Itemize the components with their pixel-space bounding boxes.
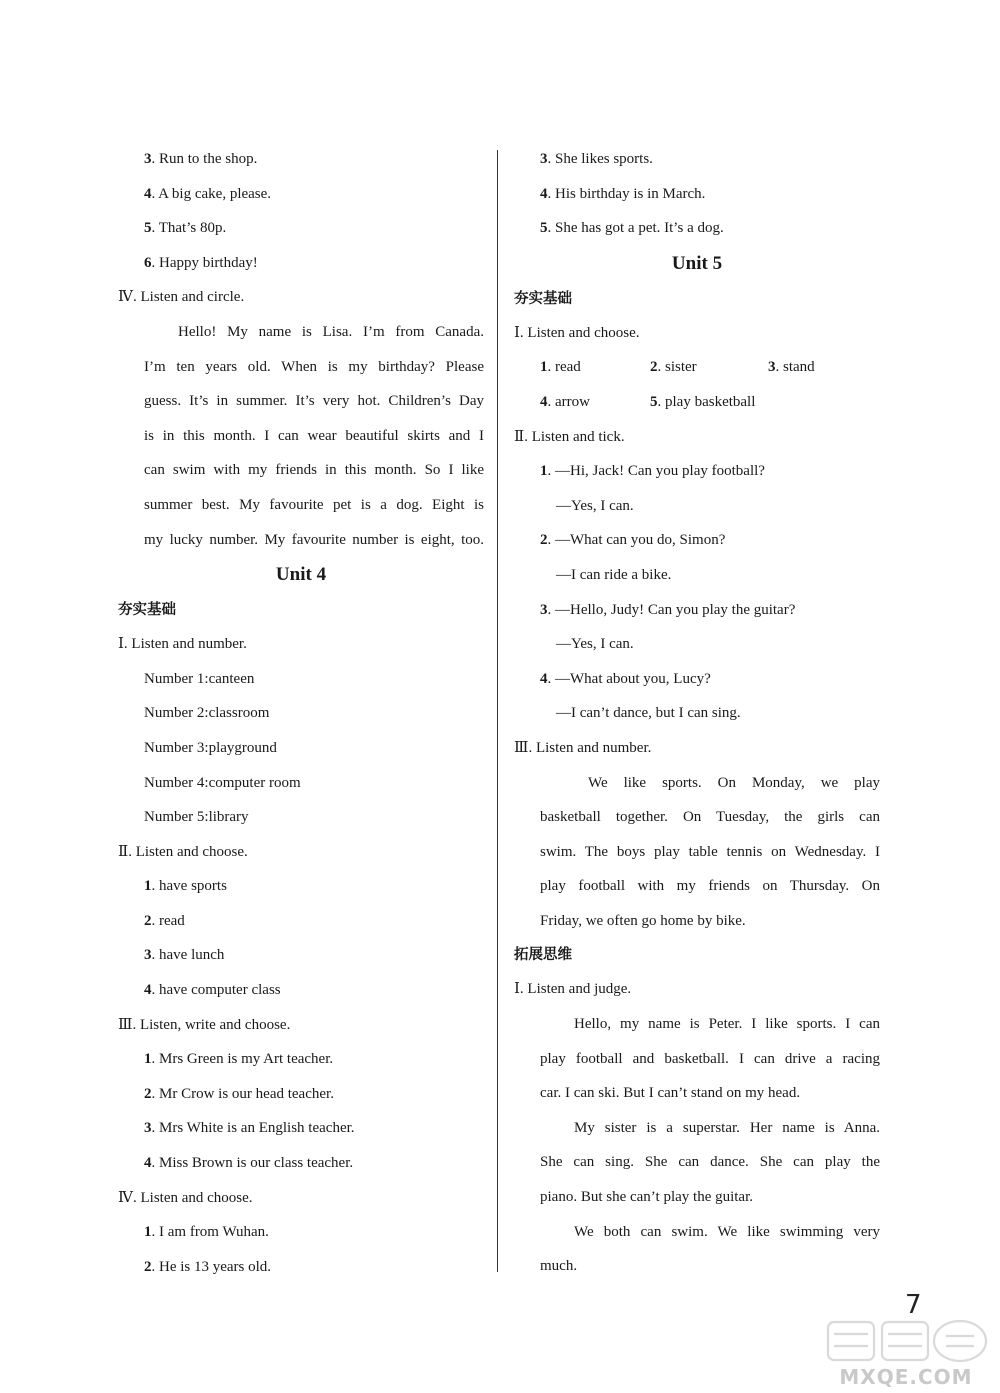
- unit-title: Unit 5: [671, 252, 723, 274]
- paragraph-line: play football and basketball. I can drive a racing: [540, 1050, 880, 1067]
- paragraph-line: play football with my friends on Thursday. On: [540, 878, 880, 895]
- section-heading: Ⅱ. Listen and choose.: [118, 843, 248, 860]
- paragraph-line: is in this month. I can wear beautiful skirts and I: [144, 427, 484, 444]
- list-item: 3. stand: [768, 359, 815, 376]
- paragraph-line: can swim with my friends in this month. So I like: [144, 462, 484, 479]
- list-item: 4. His birthday is in March.: [540, 185, 706, 202]
- list-item: 2. sister: [650, 359, 697, 376]
- paragraph-line: I’m ten years old. When is my birthday? Please: [144, 358, 484, 375]
- list-item: Number 3:playground: [144, 739, 277, 756]
- paragraph-line: piano. But she can’t play the guitar.: [540, 1189, 754, 1206]
- paragraph-line: We both can swim. We like swimming very: [574, 1223, 880, 1240]
- paragraph-line: swim. The boys play table tennis on Wednesday. I: [540, 843, 880, 860]
- watermark-text: MXQE.COM: [839, 1365, 973, 1389]
- section-heading: Ⅳ. Listen and choose.: [118, 1189, 253, 1206]
- watermark-logo: [820, 1300, 995, 1390]
- section-heading: Ⅰ. Listen and choose.: [514, 324, 640, 341]
- dialogue-question: 4. —What about you, Lucy?: [540, 670, 711, 687]
- section-heading: Ⅲ. Listen and number.: [514, 739, 652, 756]
- dialogue-answer: —Yes, I can.: [556, 497, 634, 514]
- paragraph-line: Friday, we often go home by bike.: [540, 912, 746, 929]
- list-item: 5. She has got a pet. It’s a dog.: [540, 220, 724, 237]
- list-item: 3. She likes sports.: [540, 151, 653, 167]
- list-item: Number 4:computer room: [144, 774, 301, 791]
- section-label: 夯实基础: [514, 290, 572, 307]
- section-heading: Ⅰ. Listen and judge.: [514, 981, 632, 998]
- paragraph-line: basketball together. On Tuesday, the girls can: [540, 809, 880, 826]
- page-number: 7: [905, 1290, 922, 1320]
- paragraph-line: summer best. My favourite pet is a dog. Eight is: [144, 496, 484, 513]
- list-item: 5. play basketball: [650, 393, 756, 410]
- list-item: 2. Mr Crow is our head teacher.: [144, 1085, 334, 1102]
- paragraph-line: She can sing. She can dance. She can play the: [540, 1154, 880, 1171]
- section-heading: Ⅱ. Listen and tick.: [514, 428, 625, 445]
- dialogue-question: 3. —Hello, Judy! Can you play the guitar?: [540, 601, 796, 618]
- left-column: [118, 142, 484, 1284]
- unit-title: Unit 4: [275, 564, 327, 586]
- dialogue-answer: —I can’t dance, but I can sing.: [556, 705, 741, 722]
- section-heading: Ⅳ. Listen and circle.: [118, 289, 245, 306]
- dialogue-question: 1. —Hi, Jack! Can you play football?: [540, 463, 765, 480]
- option-row: [514, 350, 880, 385]
- dialogue-question: 2. —What can you do, Simon?: [540, 532, 726, 549]
- list-item: 3. Run to the shop.: [144, 151, 258, 167]
- list-item: Number 1:canteen: [144, 670, 255, 687]
- list-item: 1. I am from Wuhan.: [144, 1224, 269, 1241]
- dialogue-answer: —I can ride a bike.: [556, 566, 672, 583]
- list-item: 2. He is 13 years old.: [144, 1258, 272, 1275]
- section-label: 夯实基础: [118, 602, 176, 619]
- list-item: 5. That’s 80p.: [144, 220, 227, 237]
- paragraph-line: We like sports. On Monday, we play: [588, 774, 880, 791]
- option-row: [514, 385, 880, 420]
- list-item: Number 5:library: [144, 809, 249, 826]
- paragraph-line: guess. It’s in summer. It’s very hot. Children’s Day: [144, 393, 484, 410]
- list-item: 1. have sports: [144, 878, 227, 895]
- list-item: 3. Mrs White is an English teacher.: [144, 1120, 355, 1137]
- list-item: Number 2:classroom: [144, 705, 270, 722]
- list-item: 1. Mrs Green is my Art teacher.: [144, 1051, 334, 1068]
- list-item: 3. have lunch: [144, 947, 225, 964]
- paragraph-line: Hello! My name is Lisa. I’m from Canada.: [178, 323, 484, 340]
- paragraph-line: Hello, my name is Peter. I like sports. I can: [574, 1016, 880, 1033]
- section-heading: Ⅲ. Listen, write and choose.: [118, 1016, 291, 1033]
- right-column: [514, 142, 880, 1284]
- paragraph-line: car. I can ski. But I can’t stand on my head.: [540, 1085, 801, 1102]
- list-item: 4. arrow: [540, 393, 590, 410]
- column-divider: [497, 150, 498, 1272]
- paragraph-line: My sister is a superstar. Her name is Anna.: [574, 1119, 880, 1136]
- list-item: 4. Miss Brown is our class teacher.: [144, 1155, 354, 1172]
- list-item: 1. read: [540, 359, 581, 376]
- list-item: 2. read: [144, 912, 185, 929]
- section-label: 拓展思维: [514, 947, 572, 964]
- list-item: 4. A big cake, please.: [144, 185, 272, 202]
- section-heading: Ⅰ. Listen and number.: [118, 636, 247, 653]
- paragraph-line: much.: [540, 1258, 578, 1275]
- list-item: 4. have computer class: [144, 982, 281, 999]
- dialogue-answer: —Yes, I can.: [556, 636, 634, 653]
- paragraph-line: my lucky number. My favourite number is eight, too.: [144, 531, 484, 548]
- list-item: 6. Happy birthday!: [144, 254, 258, 271]
